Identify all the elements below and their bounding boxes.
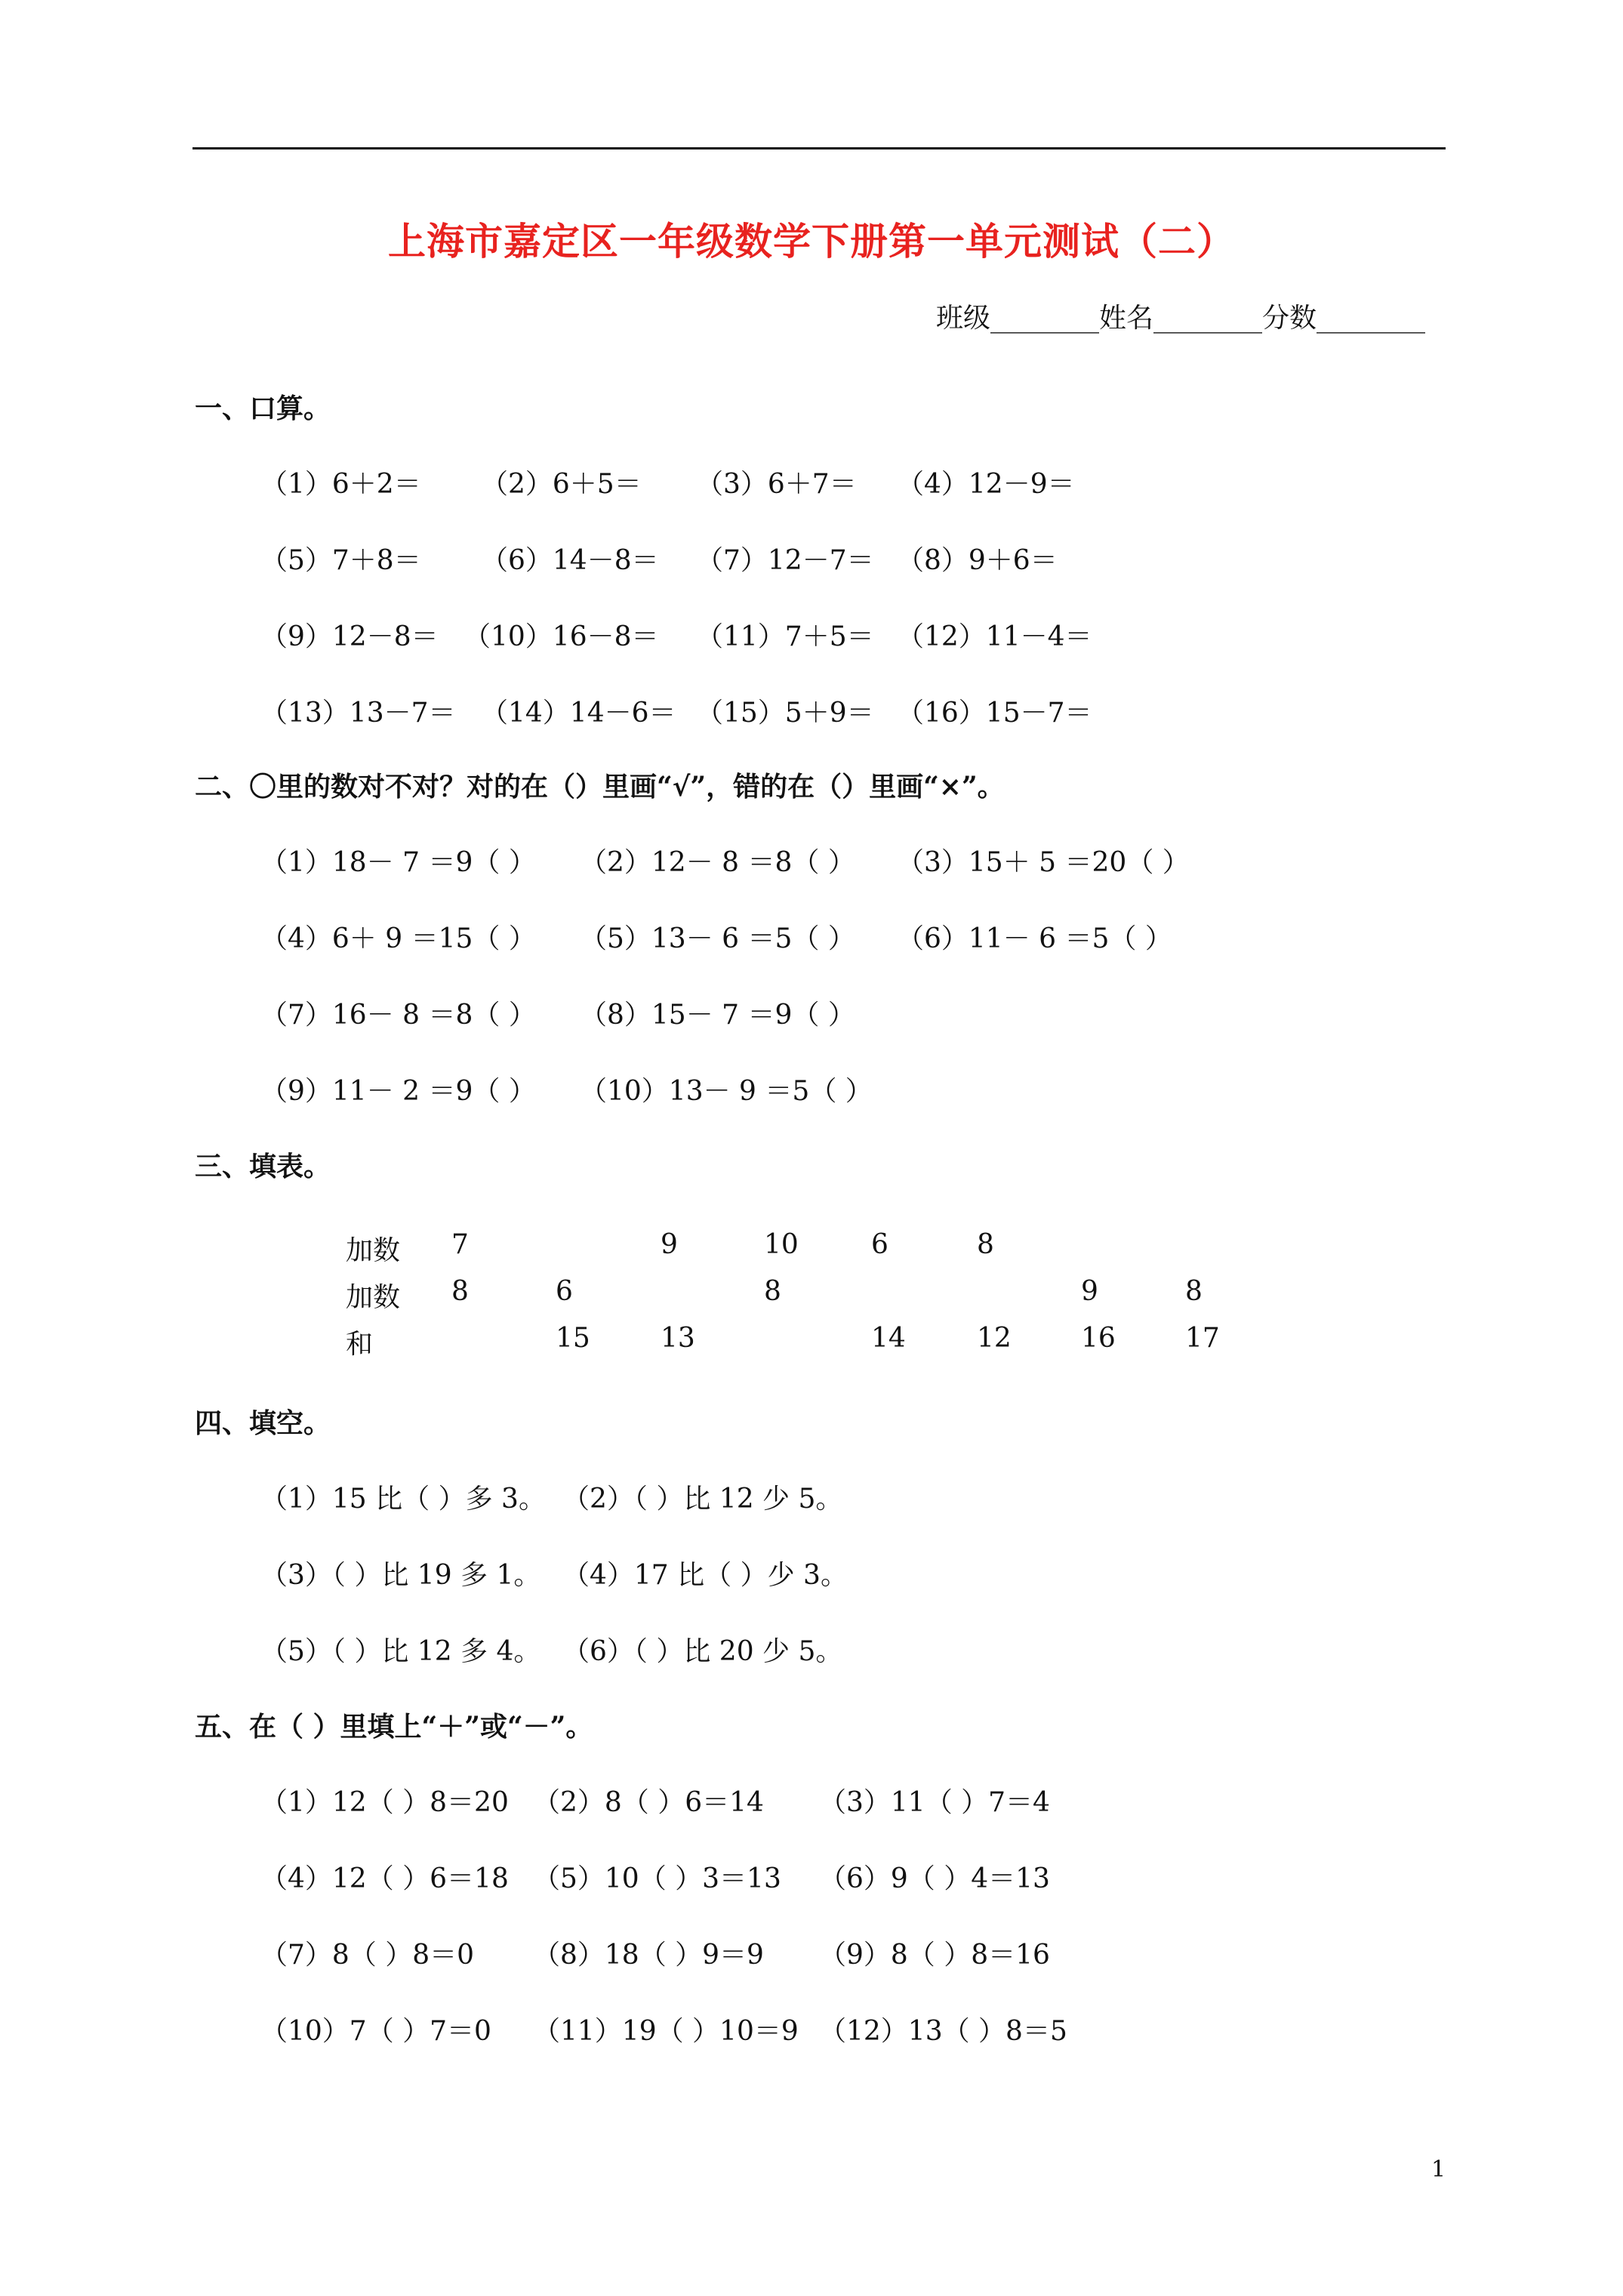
header-rule [192, 147, 1446, 149]
s5-item-6: （6）9（ ）4＝13 [819, 1863, 1050, 1894]
s5-item-9: （9）8（ ）8＝16 [819, 1940, 1050, 1971]
table-cell: 8 [1185, 1276, 1203, 1307]
s4-item-3: （3）（ ）比 19 多 1。 [260, 1560, 541, 1591]
s5-item-2: （2）8（ ）6＝14 [533, 1787, 764, 1818]
section-5-heading: 五、在（ ）里填上“＋”或“－”。 [195, 1711, 593, 1743]
s1-item-5: （5）7＋8＝ [260, 545, 421, 576]
section-3-heading: 三、填表。 [195, 1151, 331, 1182]
s2-item-4: （4）6＋ 9 ＝15（ ） [260, 923, 536, 954]
table-cell: 13 [661, 1323, 695, 1354]
s4-item-5: （5）（ ）比 12 多 4。 [260, 1636, 541, 1667]
s4-item-6: （6）（ ）比 20 少 5。 [562, 1636, 843, 1667]
s5-item-1: （1）12（ ）8＝20 [260, 1787, 509, 1818]
s1-item-14: （14）14－6＝ [481, 698, 676, 729]
table-cell: 14 [871, 1323, 906, 1354]
s1-item-16: （16）15－7＝ [897, 698, 1092, 729]
s5-item-3: （3）11（ ）7＝4 [819, 1787, 1050, 1818]
s1-item-4: （4）12－9＝ [897, 469, 1075, 500]
s4-item-1: （1）15 比（ ）多 3。 [260, 1484, 546, 1515]
table-cell: 和 [346, 1329, 374, 1360]
s2-item-3: （3）15＋ 5 ＝20（ ） [897, 847, 1190, 878]
table-cell: 8 [977, 1229, 994, 1260]
s4-item-4: （4）17 比（ ）少 3。 [562, 1560, 848, 1591]
s4-item-2: （2）（ ）比 12 少 5。 [562, 1484, 843, 1515]
s1-item-8: （8）9＋6＝ [897, 545, 1058, 576]
table-cell: 16 [1081, 1323, 1116, 1354]
section-2-heading: 二、〇里的数对不对？对的在（）里画“√”，错的在（）里画“×”。 [195, 771, 1005, 803]
table-cell: 15 [556, 1323, 590, 1354]
section-1-heading: 一、口算。 [195, 393, 331, 424]
table-cell: 17 [1185, 1323, 1220, 1354]
s2-item-9: （9）11－ 2 ＝9（ ） [260, 1076, 536, 1107]
s1-item-13: （13）13－7＝ [260, 698, 456, 729]
s1-item-1: （1）6＋2＝ [260, 469, 421, 500]
s1-item-9: （9）12－8＝ [260, 621, 439, 652]
s5-item-5: （5）10（ ）3＝13 [533, 1863, 781, 1894]
table-cell: 加数 [346, 1235, 401, 1266]
table-cell: 7 [451, 1229, 469, 1260]
table-cell: 6 [871, 1229, 888, 1260]
s1-item-2: （2）6＋5＝ [481, 469, 642, 500]
s5-item-8: （8）18（ ）9＝9 [533, 1940, 764, 1971]
s1-item-3: （3）6＋7＝ [696, 469, 857, 500]
table-cell: 8 [764, 1276, 781, 1307]
page-title: 上海市嘉定区一年级数学下册第一单元测试（二） [388, 219, 1235, 264]
table-cell: 9 [661, 1229, 678, 1260]
table-cell: 9 [1081, 1276, 1098, 1307]
s2-item-1: （1）18－ 7 ＝9（ ） [260, 847, 536, 878]
table-cell: 12 [977, 1323, 1012, 1354]
s2-item-8: （8）15－ 7 ＝9（ ） [580, 1000, 855, 1031]
s1-item-10: （10）16－8＝ [463, 621, 659, 652]
s1-item-15: （15）5＋9＝ [696, 698, 874, 729]
page-number: 1 [1431, 2156, 1446, 2183]
s2-item-10: （10）13－ 9 ＝5（ ） [580, 1076, 873, 1107]
s2-item-5: （5）13－ 6 ＝5（ ） [580, 923, 855, 954]
student-info-line: 班级________姓名________分数________ [935, 303, 1425, 334]
table-cell: 加数 [346, 1282, 401, 1313]
s1-item-11: （11）7＋5＝ [696, 621, 874, 652]
table-cell: 10 [764, 1229, 799, 1260]
s1-item-12: （12）11－4＝ [897, 621, 1092, 652]
s2-item-7: （7）16－ 8 ＝8（ ） [260, 1000, 536, 1031]
s5-item-7: （7）8（ ）8＝0 [260, 1940, 475, 1971]
table-cell: 8 [451, 1276, 469, 1307]
s2-item-2: （2）12－ 8 ＝8（ ） [580, 847, 855, 878]
s2-item-6: （6）11－ 6 ＝5（ ） [897, 923, 1172, 954]
s5-item-10: （10）7（ ）7＝0 [260, 2016, 491, 2047]
s1-item-7: （7）12－7＝ [696, 545, 874, 576]
s5-item-11: （11）19（ ）10＝9 [533, 2016, 799, 2047]
s1-item-6: （6）14－8＝ [481, 545, 659, 576]
section-4-heading: 四、填空。 [195, 1407, 331, 1439]
table-cell: 6 [556, 1276, 573, 1307]
s5-item-12: （12）13（ ）8＝5 [819, 2016, 1067, 2047]
s5-item-4: （4）12（ ）6＝18 [260, 1863, 509, 1894]
